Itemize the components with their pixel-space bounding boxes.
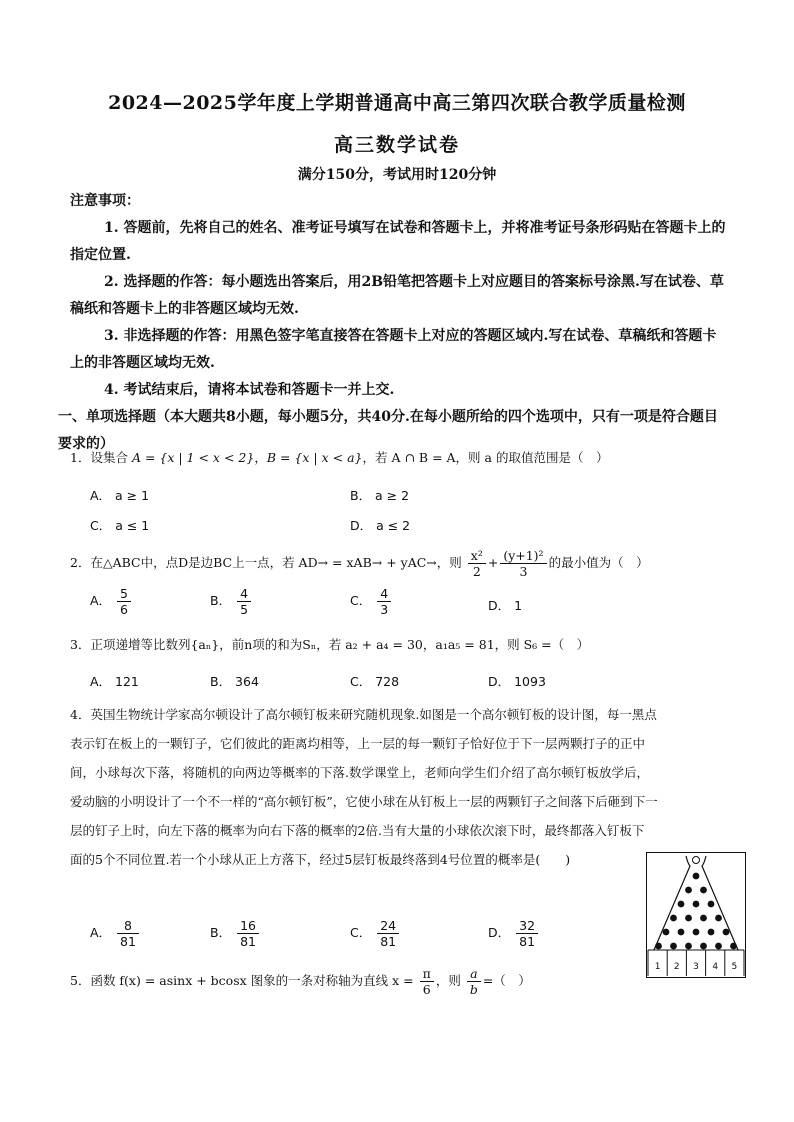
option-c [350,918,401,949]
peg-dot [685,943,692,950]
question-text: 面的5个不同位置.若一个小球从正上方落下，经过5层钉板最终落到4号位置的概率是( ) [70,852,571,867]
score-info: 满分150分，考试用时120分钟 [297,167,497,183]
option-label: C． [350,593,372,608]
peg-dot [700,943,707,950]
option-label: D． [488,925,511,940]
fraction-pi-over-6: $\frac{\pi}{6}$ [420,966,434,997]
peg-dot [693,873,700,880]
question-text: ，则 [435,973,461,988]
option-denominator: 3 [380,602,389,617]
option-denominator: 81 [380,934,397,949]
peg-dot [670,943,677,950]
option-d: D． 1093 [488,674,546,689]
option-label: B． [210,593,232,608]
option-b: B． 364 [210,674,259,689]
option-numerator: 16 [237,918,259,934]
peg-dot [715,915,722,922]
exam-subtitle: 高三数学试卷 [333,134,460,156]
section-heading: 一、单项选择题（本大题共8小题，每小题5分，共40分.在每小题所给的四个选项中，只有一项是符合题目要求的） [58,409,718,452]
peg-dot [670,915,677,922]
peg-dot [693,929,700,936]
fraction-y1-over-3: $\frac{\text{(y+1)²}}{3}$ [500,548,546,579]
peg-dot [708,901,715,908]
peg-dot [693,901,700,908]
question-number: 5． [70,973,91,988]
option-denominator: 5 [240,602,249,617]
peg-dot [730,943,737,950]
set-b: B = {x | x < a} [266,450,363,465]
peg-dot [700,915,707,922]
note-item: 1. 答题前，先将自己的姓名、准考证号填写在试卷和答题卡上，并将准考证号条形码贴在答题卡上的指定位置. [70,220,726,263]
slot-label: 3 [693,962,699,972]
option-numerator: 5 [117,586,131,602]
option-a [90,918,141,949]
question-number: 2． [70,555,91,570]
question-text: =（ ） [482,973,531,988]
set-a: A = {x | 1 < x < 2} [131,450,255,465]
question-text: 间，小球每次下落，将随机的向两边等概率的下落.数学课堂上，老师向学生们介绍了高尔顿钉板放学后， [70,765,649,780]
option-numerator: 8 [117,918,139,934]
option-a: A． a ≥ 1 [90,488,150,503]
question-text: 表示钉在板上的一颗钉子，它们彼此的距离均相等，上一层的每一颗钉子恰好位于下一层两颗打子的正中 [70,736,646,751]
option-a [90,586,133,617]
option-denominator: 81 [519,934,536,949]
option-denominator: 81 [120,934,136,949]
peg-dot [678,929,685,936]
question-text: ，若 A ∩ B = A，则 a 的取值范围是（ ） [362,450,609,465]
option-value: 1 [514,598,523,613]
question-number: 3． [70,637,91,652]
option-denominator: 6 [120,602,128,617]
peg-dot [663,929,670,936]
question-text: 在△ABC中，点D是边BC上一点，若 AD→ = xAB→ + yAC→，则 [90,555,462,570]
question-number: 4． [70,707,91,722]
question-text: 设集合 [90,450,128,465]
option-label: A． [90,593,112,608]
exam-title: 2024—2025学年度上学期普通高中高三第四次联合教学质量检测 [108,92,686,114]
option-denominator: 81 [240,934,256,949]
option-d: D． a ≤ 2 [350,518,411,533]
option-b [210,918,261,949]
question-text: ， [254,450,267,465]
option-c [350,586,393,617]
option-c: C． a ≤ 1 [90,518,150,533]
question-number: 1． [70,450,91,465]
option-numerator: 4 [377,586,391,602]
option-c: C． 728 [350,674,400,689]
peg-dot [715,943,722,950]
question-1 [70,448,740,467]
question-5 [70,966,740,997]
galton-board-figure [646,852,746,978]
question-3 [70,635,740,654]
question-text: 正项递增等比数列{aₙ}，前n项的和为Sₙ，若 a₂ + a₄ = 30，a₁a₅ = 81，则 S₆ =（ ） [90,637,590,652]
question-text: 函数 f(x) = asinx + bcosx 图象的一条对称轴为直线 x = [90,973,414,988]
option-a: A． 121 [90,674,139,689]
option-numerator: 4 [237,586,251,602]
fraction-x2-over-2: $\frac{\text{x²}}{2}$ [468,548,486,579]
peg-dot [655,943,662,950]
question-text: 的最小值为（ ） [548,555,649,570]
option-numerator: 24 [377,918,399,934]
slot-label: 1 [654,962,661,972]
option-d [488,596,522,614]
slot-label: 4 [712,962,719,972]
slot-label: 2 [673,962,680,972]
peg-dot [678,901,685,908]
option-label: C． [350,925,372,940]
slot-label: 5 [731,962,738,972]
peg-dot [685,887,692,894]
peg-dot [685,915,692,922]
question-text: 爱动脑的小明设计了一个不一样的“高尔顿钉板”，它使小球在从钉板上一层的两颗钉子之间落下后砸到下一 [70,794,658,809]
note-item: 3. 非选择题的作答：用黑色签字笔直接答在答题卡上对应的答题区域内.写在试卷、草稿纸和答题卡上的非答题区域均无效. [70,328,717,371]
option-b: B． a ≥ 2 [350,488,410,503]
question-text: 英国生物统计学家高尔顿设计了高尔顿钉板来研究随机现象.如图是一个高尔顿钉板的设计图，每一黑点 [90,707,657,722]
option-label: D． [488,598,511,613]
question-4 [70,700,740,874]
option-numerator: 32 [516,918,538,934]
question-2: 2．在△ABC中，点D是边BC上一点，若 AD→ = xAB→ + yAC→，则 $\frac{\text{x²}}{2}$ + $\frac{\text{(y+1)²}}{3}$ 的最小值为（ ） [70,548,649,579]
peg-dot [700,887,707,894]
note-item: 4. 考试结束后，请将本试卷和答题卡一并上交. [104,382,395,398]
option-d [488,918,540,949]
peg-dot [723,929,730,936]
peg-dot [708,929,715,936]
option-b [210,586,253,617]
fraction-a-over-b: $\frac{a}{b}$ [467,966,481,997]
option-label: A． [90,925,112,940]
notes-section [58,188,730,458]
note-item: 2. 选择题的作答：每小题选出答案后，用2B铅笔把答题卡上对应题目的答案标号涂黑.写在试卷、草稿纸和答题卡上的非答题区域均无效. [70,274,724,317]
option-label: B． [210,925,232,940]
notes-heading: 注意事项： [70,193,140,209]
question-text: 层的钉子上时，向左下落的概率为向右下落的概率的2倍.当有大量的小球依次滚下时，最终都落入钉板下 [70,823,645,838]
